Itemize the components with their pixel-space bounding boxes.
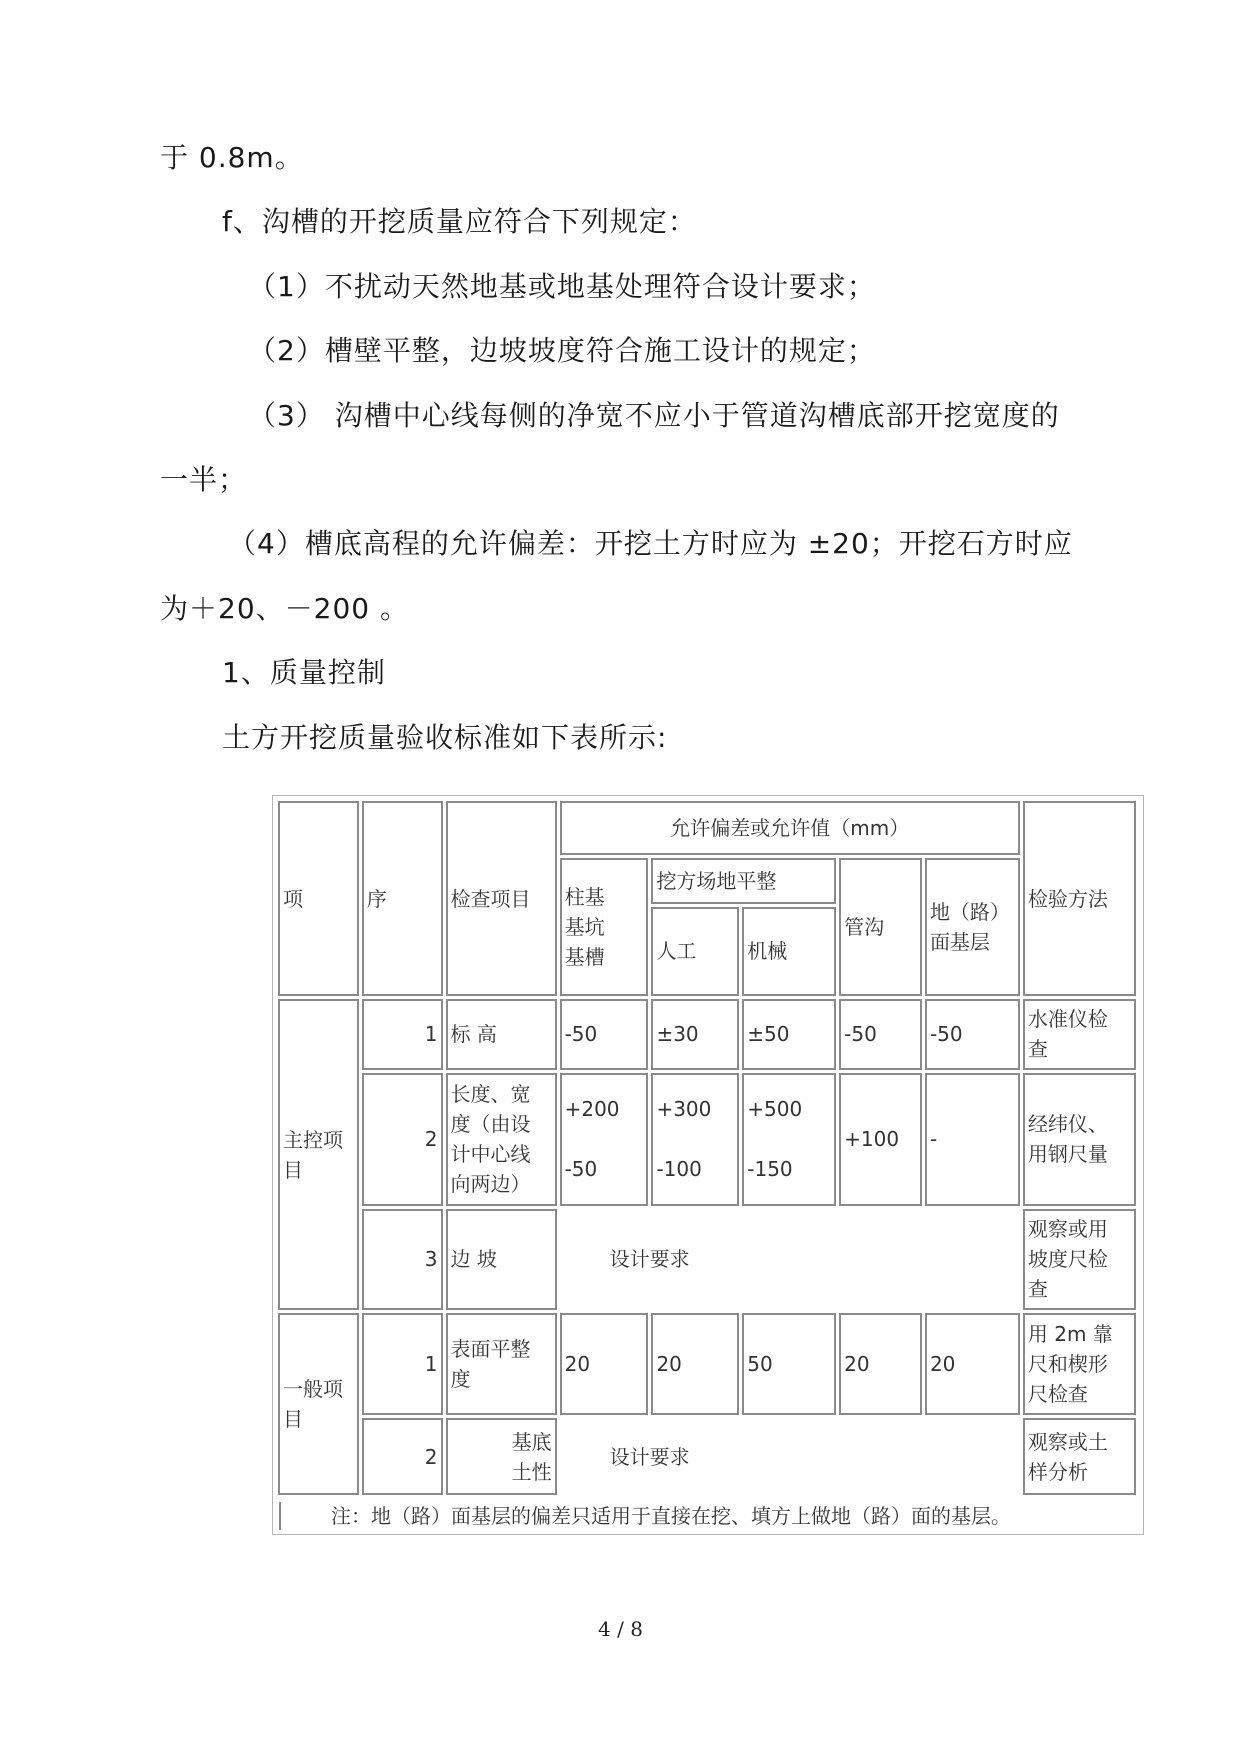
main-row-1-machine: ±50 xyxy=(742,999,836,1070)
general-row-1-seq: 1 xyxy=(362,1313,443,1415)
header-site-leveling: 挖方场地平整 xyxy=(651,858,836,904)
main-row-1-pipe-trench: -50 xyxy=(839,999,922,1070)
general-row-2-item: 基底 土性 xyxy=(446,1418,557,1495)
general-row-1-machine: 50 xyxy=(742,1313,836,1415)
main-row-1-item: 标 高 xyxy=(446,999,557,1070)
paragraph-7: （4）槽底高程的允许偏差：开挖土方时应为 ±20；开挖石方时应 xyxy=(228,527,1073,560)
page-number: 4 / 8 xyxy=(598,1617,643,1641)
main-row-2-method: 经纬仪、 用钢尺量 xyxy=(1023,1073,1136,1206)
main-row-3-design-requirement: 设计要求 xyxy=(609,1247,690,1272)
general-row-1-item: 表面平整 度 xyxy=(446,1313,557,1415)
paragraph-8: 为＋20、－200 。 xyxy=(160,592,409,625)
header-pipe-trench: 管沟 xyxy=(839,858,922,996)
header-allowed-deviation: 允许偏差或允许值（mm） xyxy=(560,801,1020,855)
header-item: 项 xyxy=(278,801,359,996)
main-row-1-manual: ±30 xyxy=(651,999,739,1070)
main-row-2-machine: +500 -150 xyxy=(742,1073,836,1206)
paragraph-4: （2）槽壁平整，边坡坡度符合施工设计的规定； xyxy=(248,334,876,367)
header-method: 检验方法 xyxy=(1023,801,1136,996)
table-grid xyxy=(275,798,1139,1498)
main-row-2-pipe-trench: +100 xyxy=(839,1073,922,1206)
general-row-2-design-requirement: 设计要求 xyxy=(609,1444,690,1469)
general-row-1-pipe-trench: 20 xyxy=(839,1313,922,1415)
header-check-item: 检查项目 xyxy=(446,801,557,996)
group-general: 一般项 目 xyxy=(278,1313,359,1495)
main-row-1-pile-base: -50 xyxy=(560,999,649,1070)
quality-standard-table xyxy=(272,795,1144,1535)
general-row-2-method: 观察或土 样分析 xyxy=(1023,1418,1136,1495)
paragraph-6: 一半； xyxy=(160,463,248,496)
general-row-1-manual: 20 xyxy=(651,1313,739,1415)
paragraph-5: （3） 沟槽中心线每侧的净宽不应小于管道沟槽底部开挖宽度的 xyxy=(248,399,1060,432)
header-seq: 序 xyxy=(362,801,443,996)
main-row-1-seq: 1 xyxy=(362,999,443,1070)
header-machine: 机械 xyxy=(742,907,836,996)
paragraph-3: （1）不扰动天然地基或地基处理符合设计要求； xyxy=(248,270,876,303)
main-row-1-method: 水准仪检 查 xyxy=(1023,999,1136,1070)
main-row-3-seq: 3 xyxy=(362,1209,443,1311)
main-row-2-seq: 2 xyxy=(362,1073,443,1206)
main-row-2-pile-base: +200 -50 xyxy=(560,1073,649,1206)
paragraph-10: 土方开挖质量验收标准如下表所示: xyxy=(222,721,668,754)
general-row-1-ground-base: 20 xyxy=(925,1313,1020,1415)
paragraph-2: f、沟槽的开挖质量应符合下列规定： xyxy=(222,205,697,238)
paragraph-1: 于 0.8m。 xyxy=(160,141,304,174)
main-row-2-ground-base: - xyxy=(925,1073,1020,1206)
table-note: 注：地（路）面基层的偏差只适用于直接在挖、填方上做地（路）面的基层。 xyxy=(279,1502,1135,1530)
paragraph-9: 1、质量控制 xyxy=(222,656,386,689)
main-row-2-item: 长度、宽 度（由设 计中心线 向两边） xyxy=(446,1073,557,1206)
general-row-1-pile-base: 20 xyxy=(560,1313,649,1415)
main-row-2-manual: +300 -100 xyxy=(651,1073,739,1206)
header-ground-base: 地（路） 面基层 xyxy=(925,858,1020,996)
general-row-1-method: 用 2m 靠 尺和楔形 尺检查 xyxy=(1023,1313,1136,1415)
group-main: 主控项 目 xyxy=(278,999,359,1310)
header-manual: 人工 xyxy=(651,907,739,996)
main-row-3-item: 边 坡 xyxy=(446,1209,557,1311)
header-pile-base: 柱基 基坑 基槽 xyxy=(560,858,649,996)
main-row-3-method: 观察或用 坡度尺检 查 xyxy=(1023,1209,1136,1311)
main-row-1-ground-base: -50 xyxy=(925,999,1020,1070)
general-row-2-seq: 2 xyxy=(362,1418,443,1495)
